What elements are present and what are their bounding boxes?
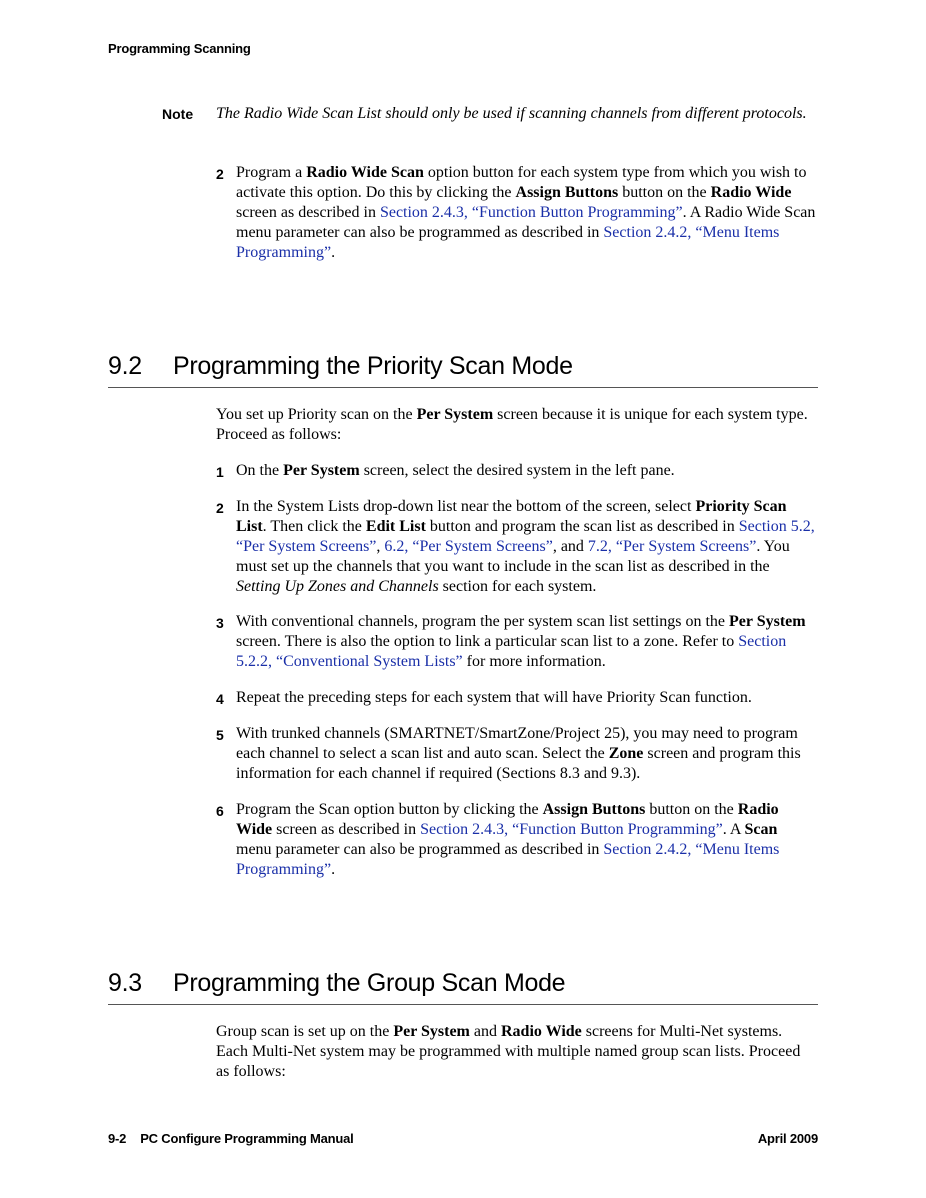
section-link[interactable]: Section 5.2.2, “Conventional System Lists” (236, 633, 787, 670)
section-intro: Group scan is set up on the Per System and Radio Wide screens for Multi-Net systems. Each Multi-Net system may be programmed with multiple named group scan lists. Proceed as follows: (216, 1023, 801, 1080)
section-link[interactable]: Section 2.4.3, “Function Button Programming” (379, 204, 683, 221)
section-heading-9-3 (108, 968, 818, 1005)
step-number: 6 (216, 803, 224, 819)
footer-left (108, 1131, 354, 1146)
step-text: With trunked channels (SMARTNET/SmartZone/Project 25), you may need to program each channel to select a scan list and auto scan. Select the Zone screen and program this information for each channel if required (Sections 8.3 and 9.3). (236, 725, 801, 782)
step-text: Program a Radio Wide Scan option button for each system type from which you wish to activate this option. Do this by clicking the Assign Buttons button on the Radio Wide screen as described in Section 2.4.3, “Function Button Programming”. A Radio Wide Scan menu parameter can also be programmed as described in Section 2.4.2, “Menu Items Programming”. (236, 164, 816, 261)
list-item (216, 724, 816, 784)
section-link[interactable]: Section 2.4.2, “Menu Items Programming” (236, 224, 780, 261)
manual-title: PC Configure Programming Manual (140, 1131, 354, 1146)
step-number: 2 (216, 500, 224, 516)
step-number: 3 (216, 615, 224, 631)
section-number: 9.2 (108, 352, 142, 380)
step-text: On the Per System screen, select the desired system in the left pane. (236, 462, 675, 479)
section-title: Programming the Priority Scan Mode (173, 352, 573, 380)
note-text: The Radio Wide Scan List should only be used if scanning channels from different protocols. (216, 105, 807, 122)
section-link[interactable]: Section 2.4.2, “Menu Items Programming” (236, 841, 780, 878)
list-item (216, 461, 816, 481)
list-item (216, 497, 816, 597)
step-text: Program the Scan option button by clicking the Assign Buttons button on the Radio Wide screen as described in Section 2.4.3, “Function Button Programming”. A Scan menu parameter can also be programmed as described in Section 2.4.2, “Menu Items Programming”. (236, 801, 780, 878)
list-item (216, 612, 816, 672)
section-link[interactable]: 6.2, “Per System Screens” (384, 538, 553, 555)
step-number: 1 (216, 464, 224, 480)
section-heading-9-2 (108, 351, 818, 388)
section-title: Programming the Group Scan Mode (173, 969, 566, 997)
section-number: 9.3 (108, 969, 142, 997)
step-text: Repeat the preceding steps for each system that will have Priority Scan function. (236, 689, 752, 706)
list-item (216, 800, 816, 880)
note-label: Note (162, 106, 194, 122)
section-link[interactable]: 7.2, “Per System Screens” (587, 538, 757, 555)
step-number: 4 (216, 691, 224, 707)
section-intro: You set up Priority scan on the Per System screen because it is unique for each system type. Proceed as follows: (216, 406, 808, 443)
step-text: In the System Lists drop-down list near the bottom of the screen, select Priority Scan List. Then click the Edit List button and program the scan list as described in Section 5.2, “Per System Screens”, 6.2, “Per System Screens”, and 7.2, “Per System Screens”. You must set up the channels that you want to include in the scan list as described in the Setting Up Zones and Channels section for each system. (236, 498, 815, 595)
intro-step (216, 163, 816, 263)
running-header: Programming Scanning (108, 41, 251, 56)
page-number: 9-2 (108, 1131, 127, 1146)
step-number: 5 (216, 727, 224, 743)
step-number: 2 (216, 166, 224, 182)
step-text: With conventional channels, program the per system scan list settings on the Per System screen. There is also the option to link a particular scan list to a zone. Refer to Section 5.2.2, “Conventional System Lists” for more information. (236, 613, 806, 670)
section-link[interactable]: Section 2.4.3, “Function Button Programming” (420, 821, 723, 838)
list-item (216, 688, 816, 708)
section-link[interactable]: Section 5.2, “Per System Screens” (236, 518, 815, 555)
footer-date: April 2009 (757, 1131, 818, 1146)
